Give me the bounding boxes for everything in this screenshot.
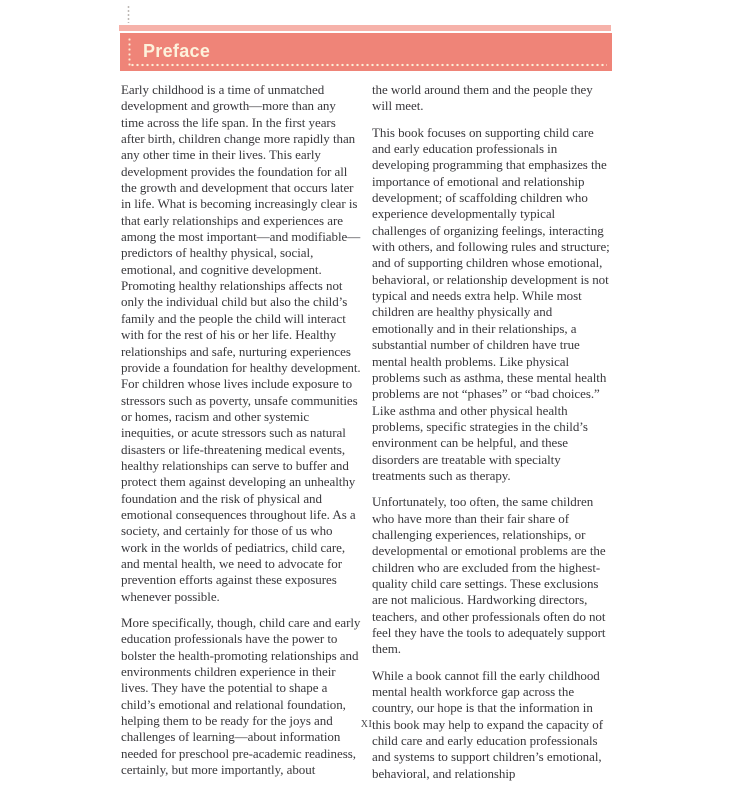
left-column bbox=[121, 82, 361, 792]
paragraph: This book focuses on supporting child care and early education professionals in developing programming that emphasizes the importance of emotional and relationship development; of scaffolding children who experience developmentally typical challenges of organizing feelings, interacting with others, and following rules and structure; and of supporting children whose emotional, behavioral, or relationship development is not typical and needs extra help. While most children are healthy physically and emotionally and in their relationships, a substantial number of children have true mental health problems. Like physical problems such as asthma, these mental health problems are not “phases” or “bad choices.” Like asthma and other physical health problems, specific strategies in the child’s environment can be helpful, and these disorders are treatable with specialty treatments such as therapy. bbox=[372, 124, 610, 483]
paragraph: More specifically, though, child care and early education professionals have the power to bolster the health-promoting relationships and environments children experience in their lives. They have the potential to shape a child’s emotional and relational foundation, helping them to be ready for the joys and challenges of learning—about information needed for preschool pre-academic readiness, certainly, but more importantly, about bbox=[121, 615, 361, 778]
page-title: Preface bbox=[143, 41, 211, 61]
preface-banner bbox=[120, 33, 612, 71]
banner-top-strip bbox=[119, 25, 611, 31]
body-columns bbox=[121, 82, 612, 792]
paragraph: Unfortunately, too often, the same children who have more than their fair share of challenging experiences, relationships, or developmental or emotional problems are the children who are excluded from the highest-quality child care settings. These exclusions are not malicious. Hardworking directors, teachers, and other professionals often do not feel they have the tools to adequately support them. bbox=[372, 494, 606, 657]
paragraph: Early childhood is a time of unmatched development and growth—more than any time across the life span. In the first years after birth, children change more rapidly than any other time in their lives. This early development provides the foundation for all the growth and development that occurs later in life. What is becoming increasingly clear is that early relationships and experiences are among the most important—and modifiable—predictors of healthy physical, social, emotional, and cognitive development. Promoting healthy relationships affects not only the individual child but also the child’s family and the people the child will interact with for the rest of his or her life. Healthy relationships and safe, nurturing experiences provide a foundation for healthy development. For children whose lives include exposure to stressors such as poverty, unsafe communities or homes, racism and other systemic inequities, or acute stressors such as natural disasters or life-threatening medical events, healthy relationships can serve to buffer and protect them against developing an unhealthy foundation and the risk of physical and emotional consequences throughout life. As a society, and certainly for those of us who work in the worlds of pediatrics, child care, and mental health, we need to advocate for prevention efforts against these exposures whenever possible. bbox=[121, 82, 361, 604]
banner-bottom-dotted-line bbox=[130, 63, 607, 67]
paragraph: While a book cannot fill the early childhood mental health workforce gap across the country, our hope is that the information in this book may help to expand the capacity of child care and early education professionals and systems to support children’s emotional, behavioral, and relationship bbox=[372, 667, 604, 781]
header-top-dotted-line bbox=[127, 5, 130, 23]
page-number: XI bbox=[360, 719, 373, 730]
right-column bbox=[372, 82, 612, 792]
paragraph: the world around them and the people they will meet. bbox=[372, 82, 593, 114]
